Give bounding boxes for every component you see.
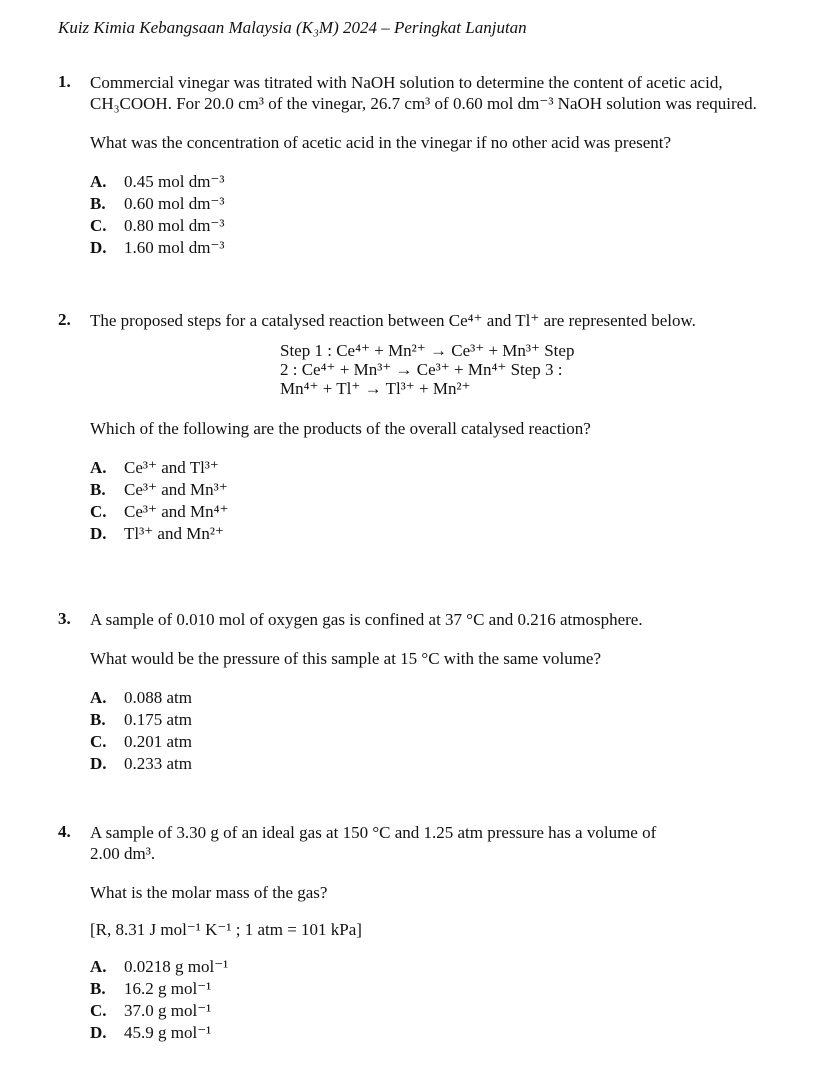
question-number: 2. [58,310,71,329]
option-text: 16.2 g mol⁻¹ [124,979,212,998]
option-text: Ce³⁺ and Mn⁴⁺ [124,502,229,521]
stem-line: 2.00 dm³. [90,844,156,863]
option-label: D. [90,238,107,257]
option-text: 0.175 atm [124,710,192,729]
option-b[interactable] [90,479,828,501]
scheme-line: Mn⁴⁺ + Tl⁺ → Tl³⁺ + Mn²⁺ [280,379,471,398]
option-text: 0.45 mol dm⁻³ [124,172,225,191]
question-stem: The proposed steps for a catalysed reaction between Ce⁴⁺ and Tl⁺ are represented below. [90,311,696,330]
option-d[interactable] [90,237,828,259]
question-4 [58,822,828,1044]
option-text: 0.088 atm [124,688,192,707]
option-c[interactable] [90,215,828,237]
question-number: 4. [58,822,71,841]
option-b[interactable] [90,193,828,215]
option-d[interactable] [90,753,828,775]
option-text: Ce³⁺ and Tl³⁺ [124,458,219,477]
option-a[interactable] [90,956,828,978]
options-list [90,171,828,259]
option-label: A. [90,458,107,477]
question-stem [90,72,828,114]
stem-line: Commercial vinegar was titrated with NaOH solution to determine the content of acetic acid, [90,73,723,92]
question-stem: A sample of 0.010 mol of oxygen gas is confined at 37 °C and 0.216 atmosphere. [90,610,643,629]
option-b[interactable] [90,709,828,731]
question-number: 1. [58,72,71,91]
option-text: 0.80 mol dm⁻³ [124,216,225,235]
option-label: A. [90,688,107,707]
option-b[interactable] [90,978,828,1000]
option-c[interactable] [90,1000,828,1022]
option-label: D. [90,524,107,543]
option-label: B. [90,480,106,499]
option-text: 37.0 g mol⁻¹ [124,1001,212,1020]
option-a[interactable] [90,171,828,193]
option-label: D. [90,754,107,773]
question-number: 3. [58,609,71,628]
option-label: D. [90,1023,107,1042]
options-list [90,457,828,545]
option-text: 45.9 g mol⁻¹ [124,1023,212,1042]
option-label: A. [90,957,107,976]
option-label: A. [90,172,107,191]
stem-line: CH₃COOH. For 20.0 cm³ of the vinegar, 26.7 cm³ of 0.60 mol dm⁻³ NaOH solution was required. [90,94,757,113]
option-label: C. [90,732,107,751]
option-a[interactable] [90,687,828,709]
option-text: Ce³⁺ and Mn³⁺ [124,480,228,499]
option-d[interactable] [90,523,828,545]
option-label: B. [90,194,106,213]
options-list [90,687,828,775]
option-text: 0.60 mol dm⁻³ [124,194,225,213]
option-label: C. [90,1001,107,1020]
question-prompt: What is the molar mass of the gas? [90,883,328,902]
question-1 [58,72,828,259]
option-d[interactable] [90,1022,828,1044]
option-label: B. [90,710,106,729]
reaction-scheme [280,341,828,398]
question-2 [58,310,828,545]
option-a[interactable] [90,457,828,479]
given-constants: [R, 8.31 J mol⁻¹ K⁻¹ ; 1 atm = 101 kPa] [90,920,362,939]
question-prompt: What would be the pressure of this sample at 15 °C with the same volume? [90,649,602,668]
option-label: C. [90,502,107,521]
option-label: B. [90,979,106,998]
scheme-line: Step 1 : Ce⁴⁺ + Mn²⁺ → Ce³⁺ + Mn³⁺ Step [280,341,575,360]
option-text: Tl³⁺ and Mn²⁺ [124,524,224,543]
option-c[interactable] [90,501,828,523]
option-text: 0.0218 g mol⁻¹ [124,957,229,976]
question-stem [90,822,828,864]
options-list [90,956,828,1044]
option-text: 0.201 atm [124,732,192,751]
option-label: C. [90,216,107,235]
question-3 [58,609,828,775]
option-c[interactable] [90,731,828,753]
question-prompt: What was the concentration of acetic acid in the vinegar if no other acid was present? [90,133,672,152]
scheme-line: 2 : Ce⁴⁺ + Mn³⁺ → Ce³⁺ + Mn⁴⁺ Step 3 : [280,360,563,379]
document-header: Kuiz Kimia Kebangsaan Malaysia (K₃M) 2024 – Peringkat Lanjutan [58,18,527,37]
option-text: 0.233 atm [124,754,192,773]
option-text: 1.60 mol dm⁻³ [124,238,225,257]
stem-line: A sample of 3.30 g of an ideal gas at 150 °C and 1.25 atm pressure has a volume of [90,823,657,842]
question-prompt: Which of the following are the products of the overall catalysed reaction? [90,419,591,438]
